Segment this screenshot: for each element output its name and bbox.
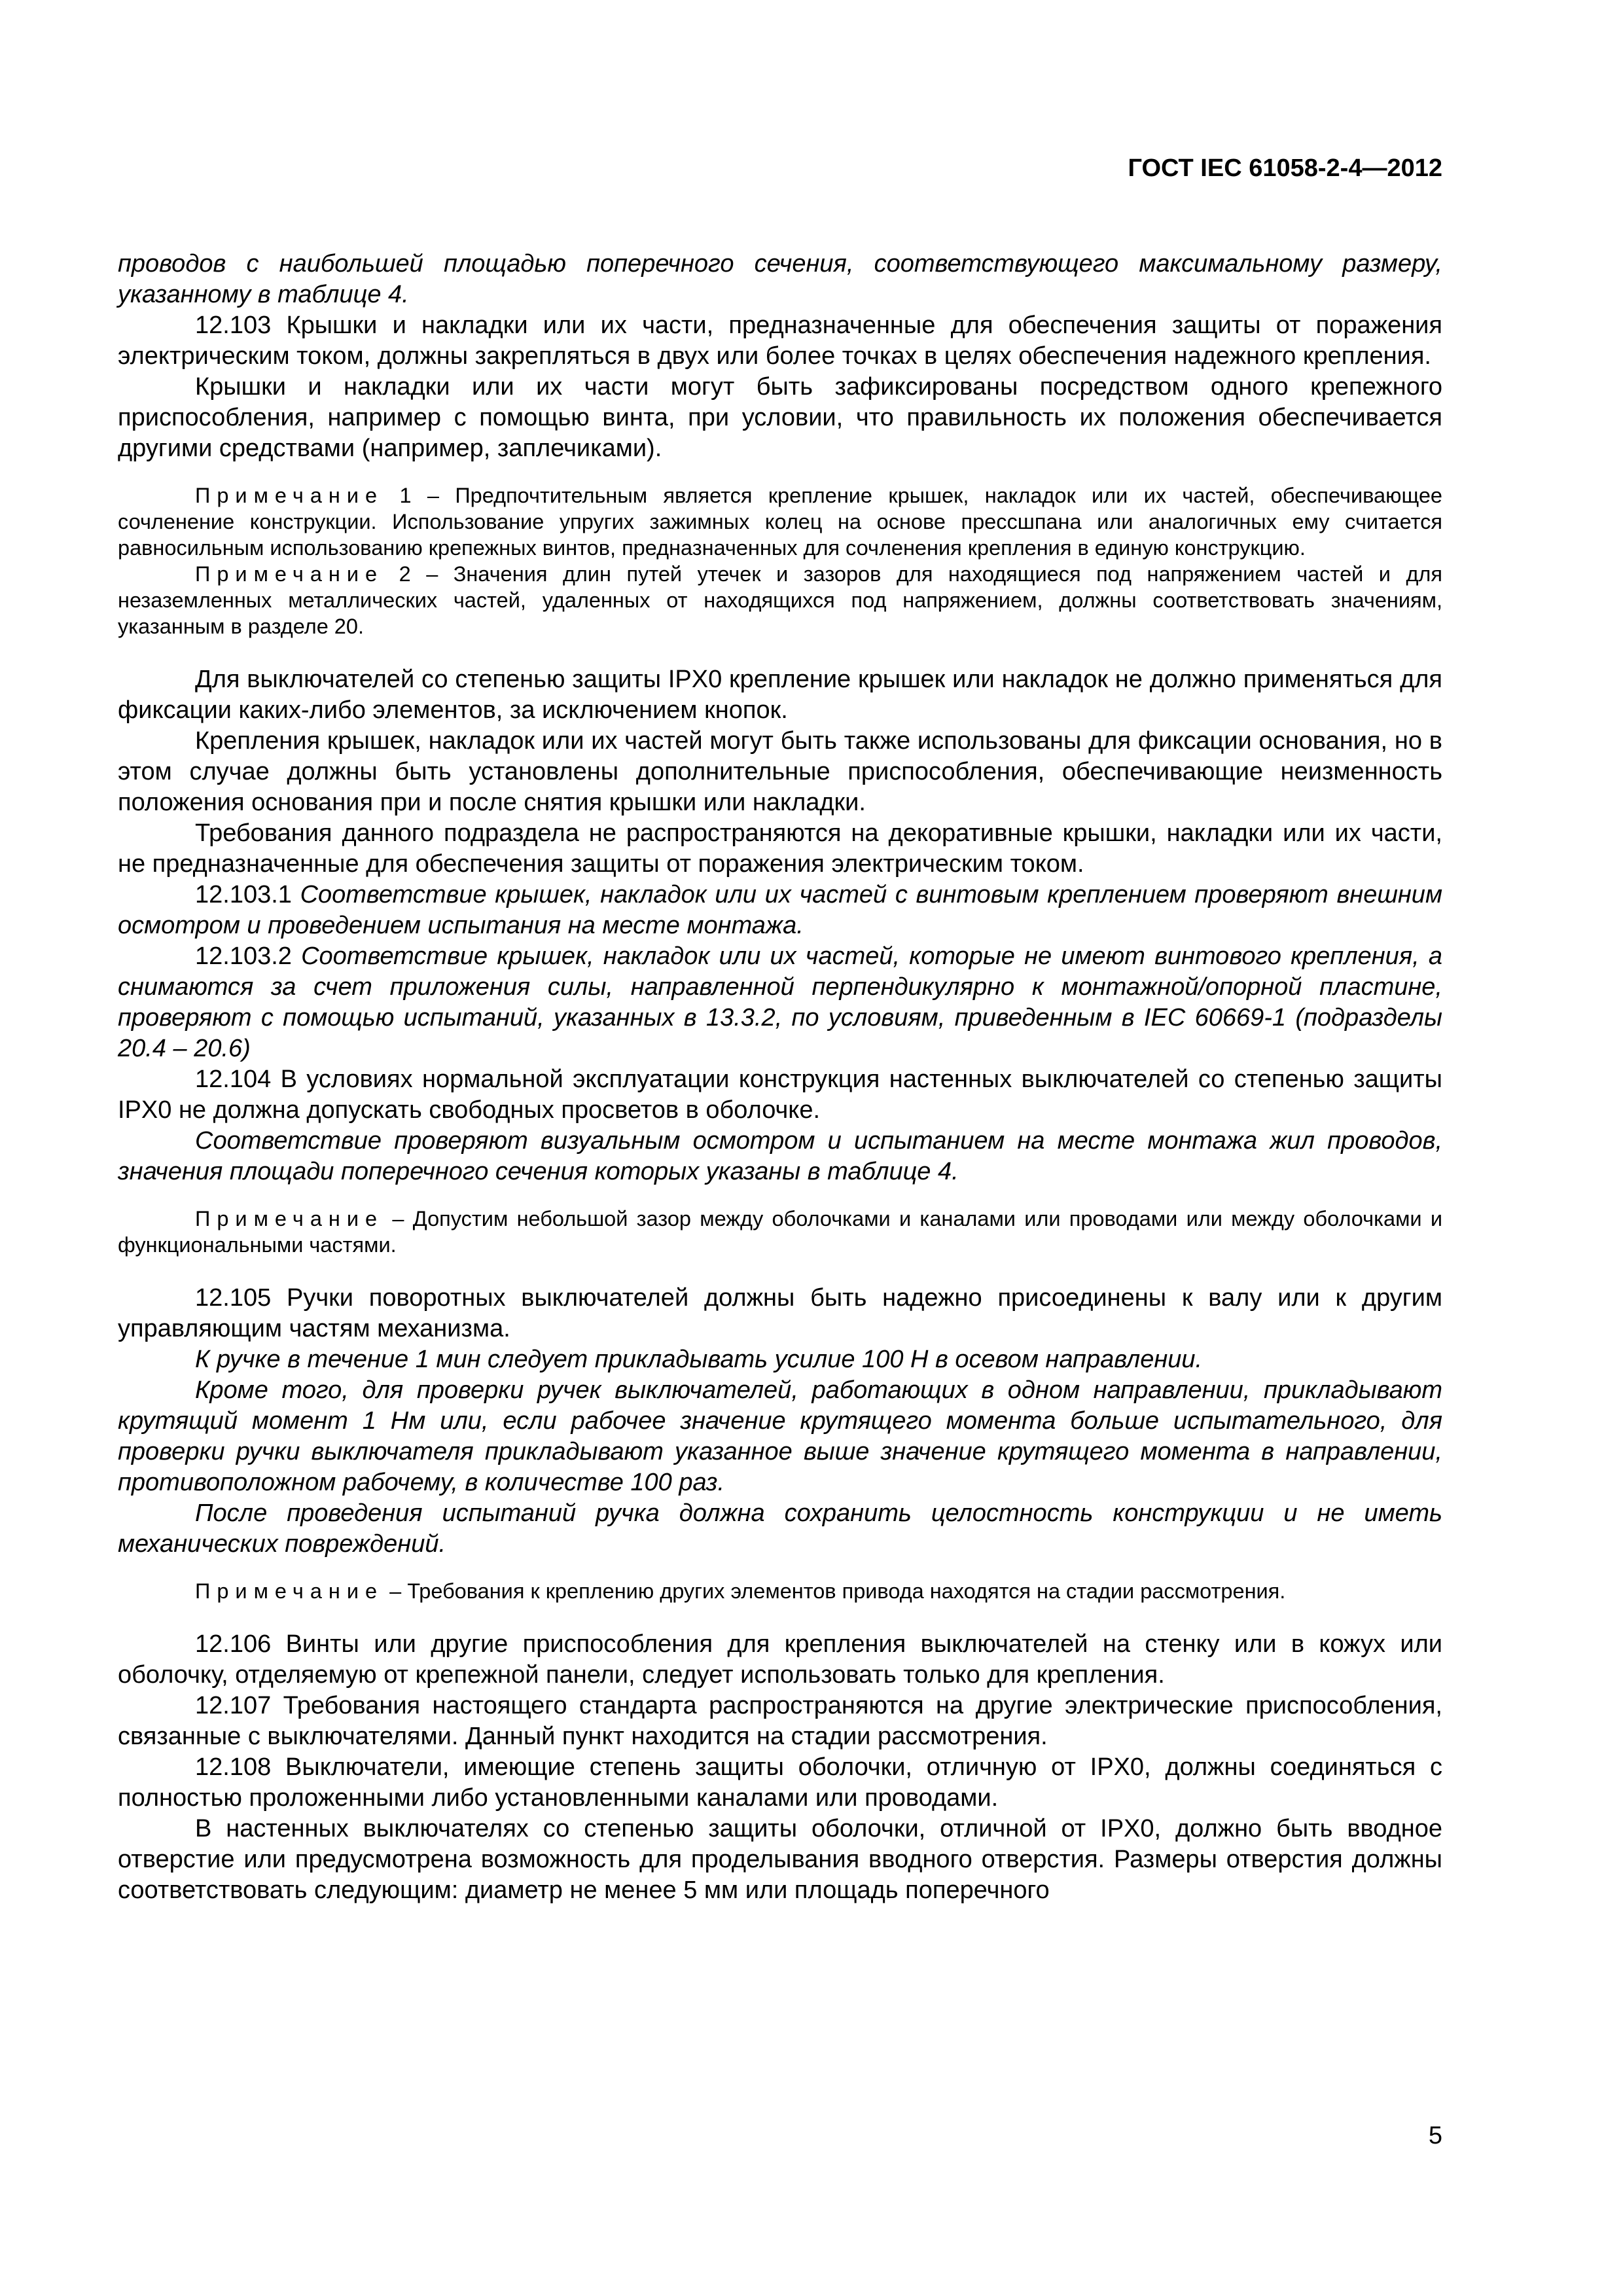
- paragraph-12-103-2: [118, 941, 1442, 1064]
- note-2: [118, 561, 1442, 639]
- paragraph-12-107: 12.107 Требования настоящего стандарта распространяются на другие электрические приспособления, связанные с выключателями. Данный пункт находится на стадии рассмотрения.: [118, 1692, 1442, 1750]
- paragraph-continuation: проводов с наибольшей площадью поперечного сечения, соответствующего максимальному размеру, указанному в таблице 4.: [118, 250, 1442, 308]
- document-header: ГОСТ IEC 61058-2-4—2012: [1128, 154, 1442, 182]
- clause-number: 12.103.1: [195, 881, 300, 908]
- paragraph-12-103-1: [118, 880, 1442, 941]
- paragraph: После проведения испытаний ручка должна сохранить целостность конструкции и не иметь механических повреждений.: [118, 1499, 1442, 1558]
- paragraph: Крышки и накладки или их части могут быть зафиксированы посредством одного крепежного приспособления, например с помощью винта, при условии, что правильность их положения обеспечивается другими средствами (например, заплечиками).: [118, 373, 1442, 462]
- document-page: [118, 0, 1442, 2296]
- note-label: Примечание: [195, 1207, 384, 1230]
- paragraph-12-105: 12.105 Ручки поворотных выключателей должны быть надежно присоединены к валу или к другим управляющим частям механизма.: [118, 1284, 1442, 1342]
- note-text: – Требования к креплению других элементов привода находятся на стадии рассмотрения.: [383, 1579, 1286, 1603]
- paragraph: Для выключателей со степенью защиты IPX0 крепление крышек или накладок не должно применяться для фиксации каких-либо элементов, за исключением кнопок.: [118, 666, 1442, 724]
- note-text: 1 – Предпочтительным является крепление крышек, накладок или их частей, обеспечивающее сочленение конструкции. Использование упругих зажимных колец на основе прессшпана или аналогичных ему считается равносильным использованию крепежных винтов, предназначенных для сочленения крепления в единую конструкцию.: [118, 484, 1442, 560]
- paragraph: Крепления крышек, накладок или их частей могут быть также использованы для фиксации основания, но в этом случае должны быть установлены дополнительные приспособления, обеспечивающие неизменность положения основания при и после снятия крышки или накладки.: [118, 727, 1442, 816]
- note-text: 2 – Значения длин путей утечек и зазоров для находящиеся под напряжением частей и для незаземленных металлических частей, удаленных от находящихся под напряжением, должны соответствовать значениям, указанным в разделе 20.: [118, 562, 1442, 638]
- note-text: – Допустим небольшой зазор между оболочками и каналами или проводами или между оболочками и функциональными частями.: [118, 1207, 1442, 1257]
- page-number: 5: [1428, 2122, 1442, 2149]
- paragraph-12-104: 12.104 В условиях нормальной эксплуатации конструкция настенных выключателей со степенью защиты IPX0 не должна допускать свободных просветов в оболочке.: [118, 1066, 1442, 1124]
- paragraph: Соответствие проверяют визуальным осмотром и испытанием на месте монтажа жил проводов, значения площади поперечного сечения которых указаны в таблице 4.: [118, 1127, 1442, 1185]
- note-label: Примечание: [195, 562, 384, 586]
- paragraph-12-106: 12.106 Винты или другие приспособления для крепления выключателей на стенку или в кожух или оболочку, отделяемую от крепежной панели, следует использовать только для крепления.: [118, 1630, 1442, 1689]
- paragraph-12-103: 12.103 Крышки и накладки или их части, предназначенные для обеспечения защиты от поражения электрическим током, должны закрепляться в двух или более точках в целях обеспечения надежного крепления.: [118, 312, 1442, 370]
- note-label: Примечание: [195, 1579, 384, 1603]
- document-body: [118, 249, 1442, 1906]
- clause-text: Соответствие крышек, накладок или их частей, которые не имеют винтового крепления, а снимаются за счет приложения силы, направленной перпендикулярно к монтажной/опорной пластине, проверяют с помощью испытаний, указанных в 13.3.2, по условиям, приведенным в IEC 60669-1 (подразделы 20.4 – 20.6): [118, 942, 1442, 1062]
- clause-text: Соответствие крышек, накладок или их частей с винтовым креплением проверяют внешним осмотром и проведением испытания на месте монтажа.: [118, 881, 1442, 939]
- paragraph-12-108: 12.108 Выключатели, имеющие степень защиты оболочки, отличную от IPX0, должны соединяться с полностью проложенными либо установленными каналами или проводами.: [118, 1753, 1442, 1812]
- paragraph: Требования данного подраздела не распространяются на декоративные крышки, накладки или их части, не предназначенные для обеспечения защиты от поражения электрическим током.: [118, 819, 1442, 878]
- paragraph: В настенных выключателях со степенью защиты оболочки, отличной от IPX0, должно быть вводное отверстие или предусмотрена возможность для проделывания вводного отверстия. Размеры отверстия должны соответствовать следующим: диаметр не менее 5 мм или площадь поперечного: [118, 1815, 1442, 1904]
- note-4: [118, 1578, 1442, 1604]
- note-label: Примечание: [195, 484, 384, 507]
- paragraph: К ручке в течение 1 мин следует прикладывать усилие 100 Н в осевом направлении.: [195, 1346, 1203, 1373]
- note-3: [118, 1206, 1442, 1258]
- note-1: [118, 482, 1442, 561]
- clause-number: 12.103.2: [195, 942, 302, 970]
- paragraph: Кроме того, для проверки ручек выключателей, работающих в одном направлении, прикладывают крутящий момент 1 Нм или, если рабочее значение крутящего момента больше испытательного, для проверки ручки выключателя прикладывают указанное выше значение крутящего момента в направлении, противоположном рабочему, в количестве 100 раз.: [118, 1376, 1442, 1496]
